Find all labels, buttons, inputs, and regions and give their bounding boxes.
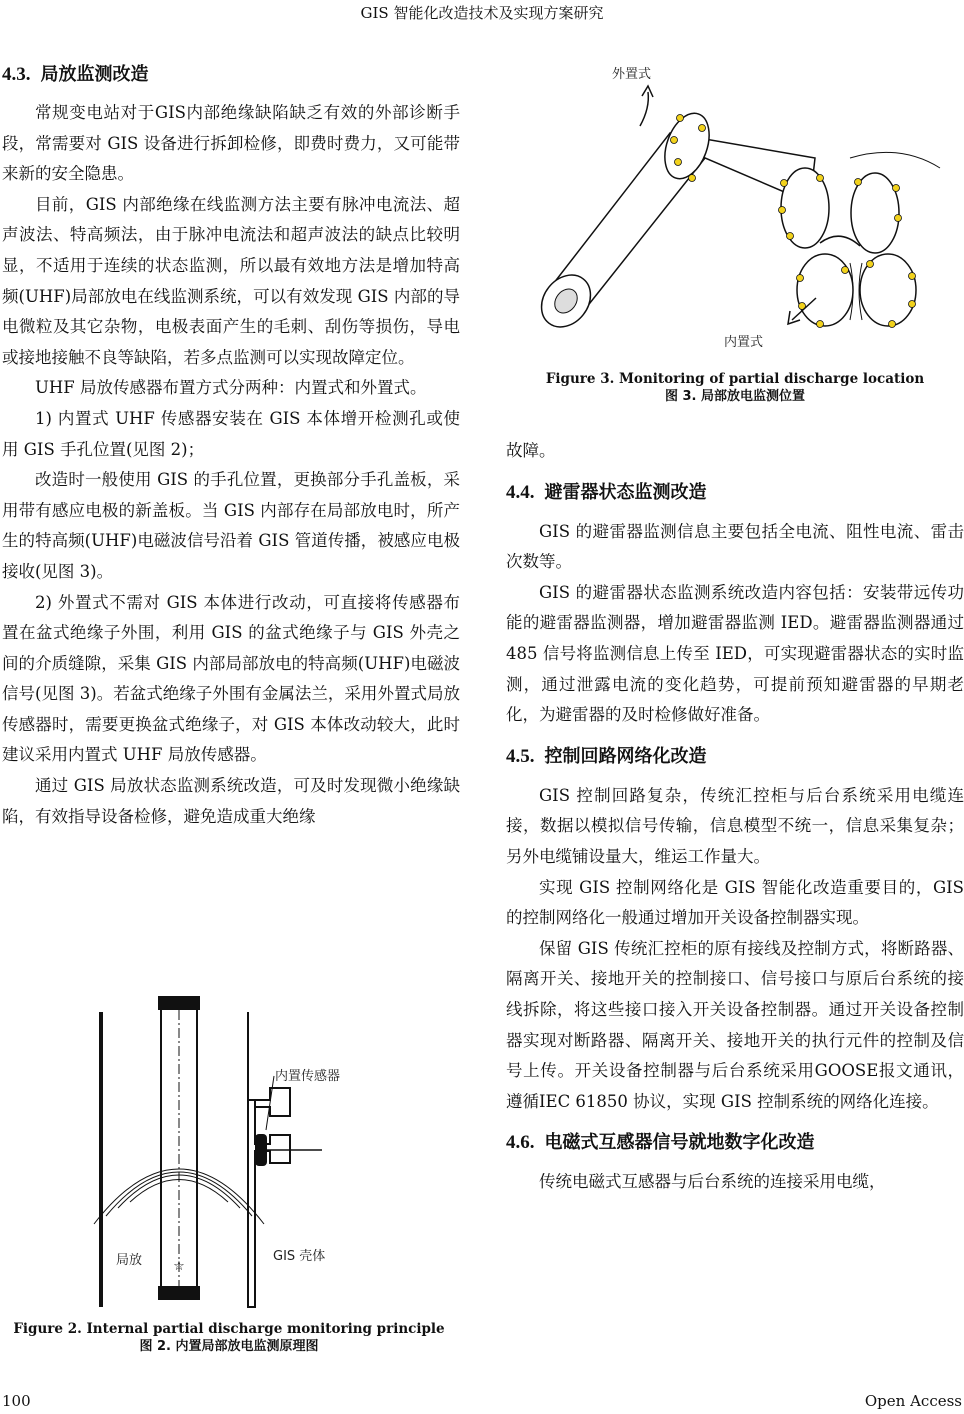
figure-2-diagram	[60, 992, 400, 1312]
sensor-dot	[889, 321, 896, 328]
section-title: 局放监测改造	[40, 64, 149, 85]
paragraph: GIS 控制回路复杂，传统汇控柜与后台系统采用电缆连接，数据以模拟信号传输，信息模型不统一，信息采集复杂；另外电缆铺设量大，维运工作量大。	[506, 785, 964, 866]
pipe-tail-line	[850, 152, 940, 168]
section-title: 电磁式互感器信号就地数字化改造	[544, 1132, 815, 1154]
arrow-external-head	[642, 86, 653, 97]
paragraph: 通过 GIS 局放状态监测系统改造，可及时发现微小绝缘缺陷，有效指导设备检修，避免造成重大绝缘	[2, 776, 460, 826]
flange-lower-left	[797, 254, 853, 326]
sensor-dot	[699, 125, 706, 132]
section-4-3-heading	[2, 58, 460, 92]
sensor-dot	[781, 180, 788, 187]
label-internal: 内置式	[724, 335, 764, 350]
sensor-dot	[909, 301, 916, 308]
sensor-dot	[893, 185, 900, 192]
paragraph: GIS 的避雷器状态监测系统改造内容包括：安装带远传功能的避雷器监测器，增加避雷器监测 IED。避雷器监测器通过 485 信号将监测信息上传至 IED，可实现避雷器状态的实时监测，通过泄露电流的变化趋势，可提前预知避雷器的早期老化，为避雷器的及时检修做好准备。	[506, 582, 964, 725]
running-header: GIS 智能化改造技术及实现方案研究	[360, 4, 604, 22]
paragraph: 1) 内置式 UHF 传感器安装在 GIS 本体增开检测孔或使用 GIS 手孔位置(见图 2)；	[2, 408, 460, 459]
sensor-dot	[909, 273, 916, 280]
section-number: 4.4.	[506, 481, 535, 503]
label-internal-sensor: 内置传感器	[275, 1069, 341, 1084]
paragraph: UHF 局放传感器布置方式分两种：内置式和外置式。	[35, 378, 427, 398]
section-4-4-heading	[506, 475, 964, 511]
section-4-5-heading	[506, 739, 964, 775]
sensor-dot	[895, 215, 902, 222]
arrow-external	[640, 92, 648, 126]
section-number: 4.3.	[2, 64, 31, 85]
paragraph: 2) 外置式不需对 GIS 本体进行改动，可直接将传感器布置在盆式绝缘子外围，利用 GIS 的盆式绝缘子与 GIS 外壳之间的介质缝隙，采集 GIS 内部局部放电的特高频(UHF)电磁波信号(见图 3)。若盆式绝缘子外围有金属法兰，采用外置式局放传感器时，需要更换盆式绝缘子，对 GIS 本体改动较大，此时建议采用内置式 UHF 局放传感器。	[2, 592, 460, 765]
section-number: 4.5.	[506, 745, 535, 767]
sensor-dot	[817, 175, 824, 182]
outer-wall-left	[99, 1012, 103, 1307]
section-title: 控制回路网络化改造	[544, 745, 707, 767]
paragraph: 传统电磁式互感器与后台系统的连接采用电缆，	[539, 1172, 886, 1192]
sensor-dot	[689, 175, 696, 182]
figure-2-caption	[0, 1321, 458, 1355]
sensor-label-leader	[266, 1076, 274, 1130]
sensor-dot	[855, 179, 862, 186]
sensor-dot	[675, 159, 682, 166]
section-number: 4.6.	[506, 1132, 535, 1154]
section-4-6-heading	[506, 1125, 964, 1161]
sensor-dot	[867, 261, 874, 268]
left-column	[2, 58, 460, 832]
right-column	[506, 436, 964, 1198]
sensor-dot	[779, 207, 786, 214]
caption-english: Figure 2. Internal partial discharge monitoring principle	[13, 1321, 445, 1337]
sensor-dot	[787, 233, 794, 240]
caption-english: Figure 3. Monitoring of partial discharge location	[545, 371, 925, 387]
paragraph: 目前，GIS 内部绝缘在线监测方法主要有脉冲电流法、超声波法、特高频法，由于脉冲电流法和超声波法的缺点比较明显，不适用于连续的状态监测，所以最有效地方法是增加特高频(UHF)局部放电在线监测系统，可以有效发现 GIS 内部的导电微粒及其它杂物，电极表面产生的毛刺、刮伤等损伤，导电或接地接触不良等缺陷，若多点监测可以实现故障定位。	[2, 194, 460, 367]
discharge-star-icon: ☆	[173, 1259, 185, 1274]
paragraph: 保留 GIS 传统汇控柜的原有接线及控制方式，将断路器、隔离开关、接地开关的控制接口、信号接口与原后台系统的接线拆除，将这些接口接入开关设备控制器。通过开关设备控制器实现对断路器、隔离开关、接地开关的执行元件的控制及信号上传。开关设备控制器与后台系统采用GOOSE报文通讯，遵循IEC 61850 协议，实现 GIS 控制系统的网络化连接。	[506, 938, 964, 1111]
continuation-text: 故障。	[506, 441, 556, 460]
paragraph: 常规变电站对于GIS内部绝缘缺陷缺乏有效的外部诊断手段，常需要对 GIS 设备进行拆卸检修，即费时费力，又可能带来新的安全隐患。	[2, 103, 460, 184]
sensor-dot	[842, 267, 849, 274]
publisher-label: Open Access	[864, 1392, 962, 1410]
caption-chinese: 图 2. 内置局部放电监测原理图	[139, 1339, 319, 1354]
page-number: 100	[2, 1392, 31, 1410]
tee-crotch	[820, 236, 860, 246]
section-title: 避雷器状态监测改造	[544, 481, 707, 503]
paragraph: 实现 GIS 控制网络化是 GIS 智能化改造重要目的，GIS 的控制网络化一般通过增加开关设备控制器实现。	[506, 877, 964, 928]
figure-3-diagram	[520, 58, 960, 358]
label-partial-discharge: 局放	[116, 1253, 143, 1268]
paragraph: 改造时一般使用 GIS 的手孔位置，更换部分手孔盖板，采用带有感应电极的新盖板。当 GIS 内部存在局部放电时，所产生的特高频(UHF)电磁波信号沿着 GIS 管道传播，被感应电极接收(见图 3)。	[2, 470, 460, 581]
sensor-electrode	[255, 1134, 267, 1166]
caption-chinese: 图 3. 局部放电监测位置	[664, 389, 806, 404]
sensor-dot	[671, 137, 678, 144]
sensor-dot	[677, 115, 684, 122]
conductor-cap-bottom	[158, 1286, 200, 1300]
sensor-dot	[817, 321, 824, 328]
conductor-cap-top	[158, 996, 200, 1010]
figure-3-caption	[506, 371, 964, 405]
paragraph: GIS 的避雷器监测信息主要包括全电流、阻性电流、雷击次数等。	[506, 521, 964, 572]
sensor-dot	[797, 275, 804, 282]
label-gis-shell: GIS 壳体	[273, 1249, 326, 1264]
label-external: 外置式	[612, 67, 652, 82]
